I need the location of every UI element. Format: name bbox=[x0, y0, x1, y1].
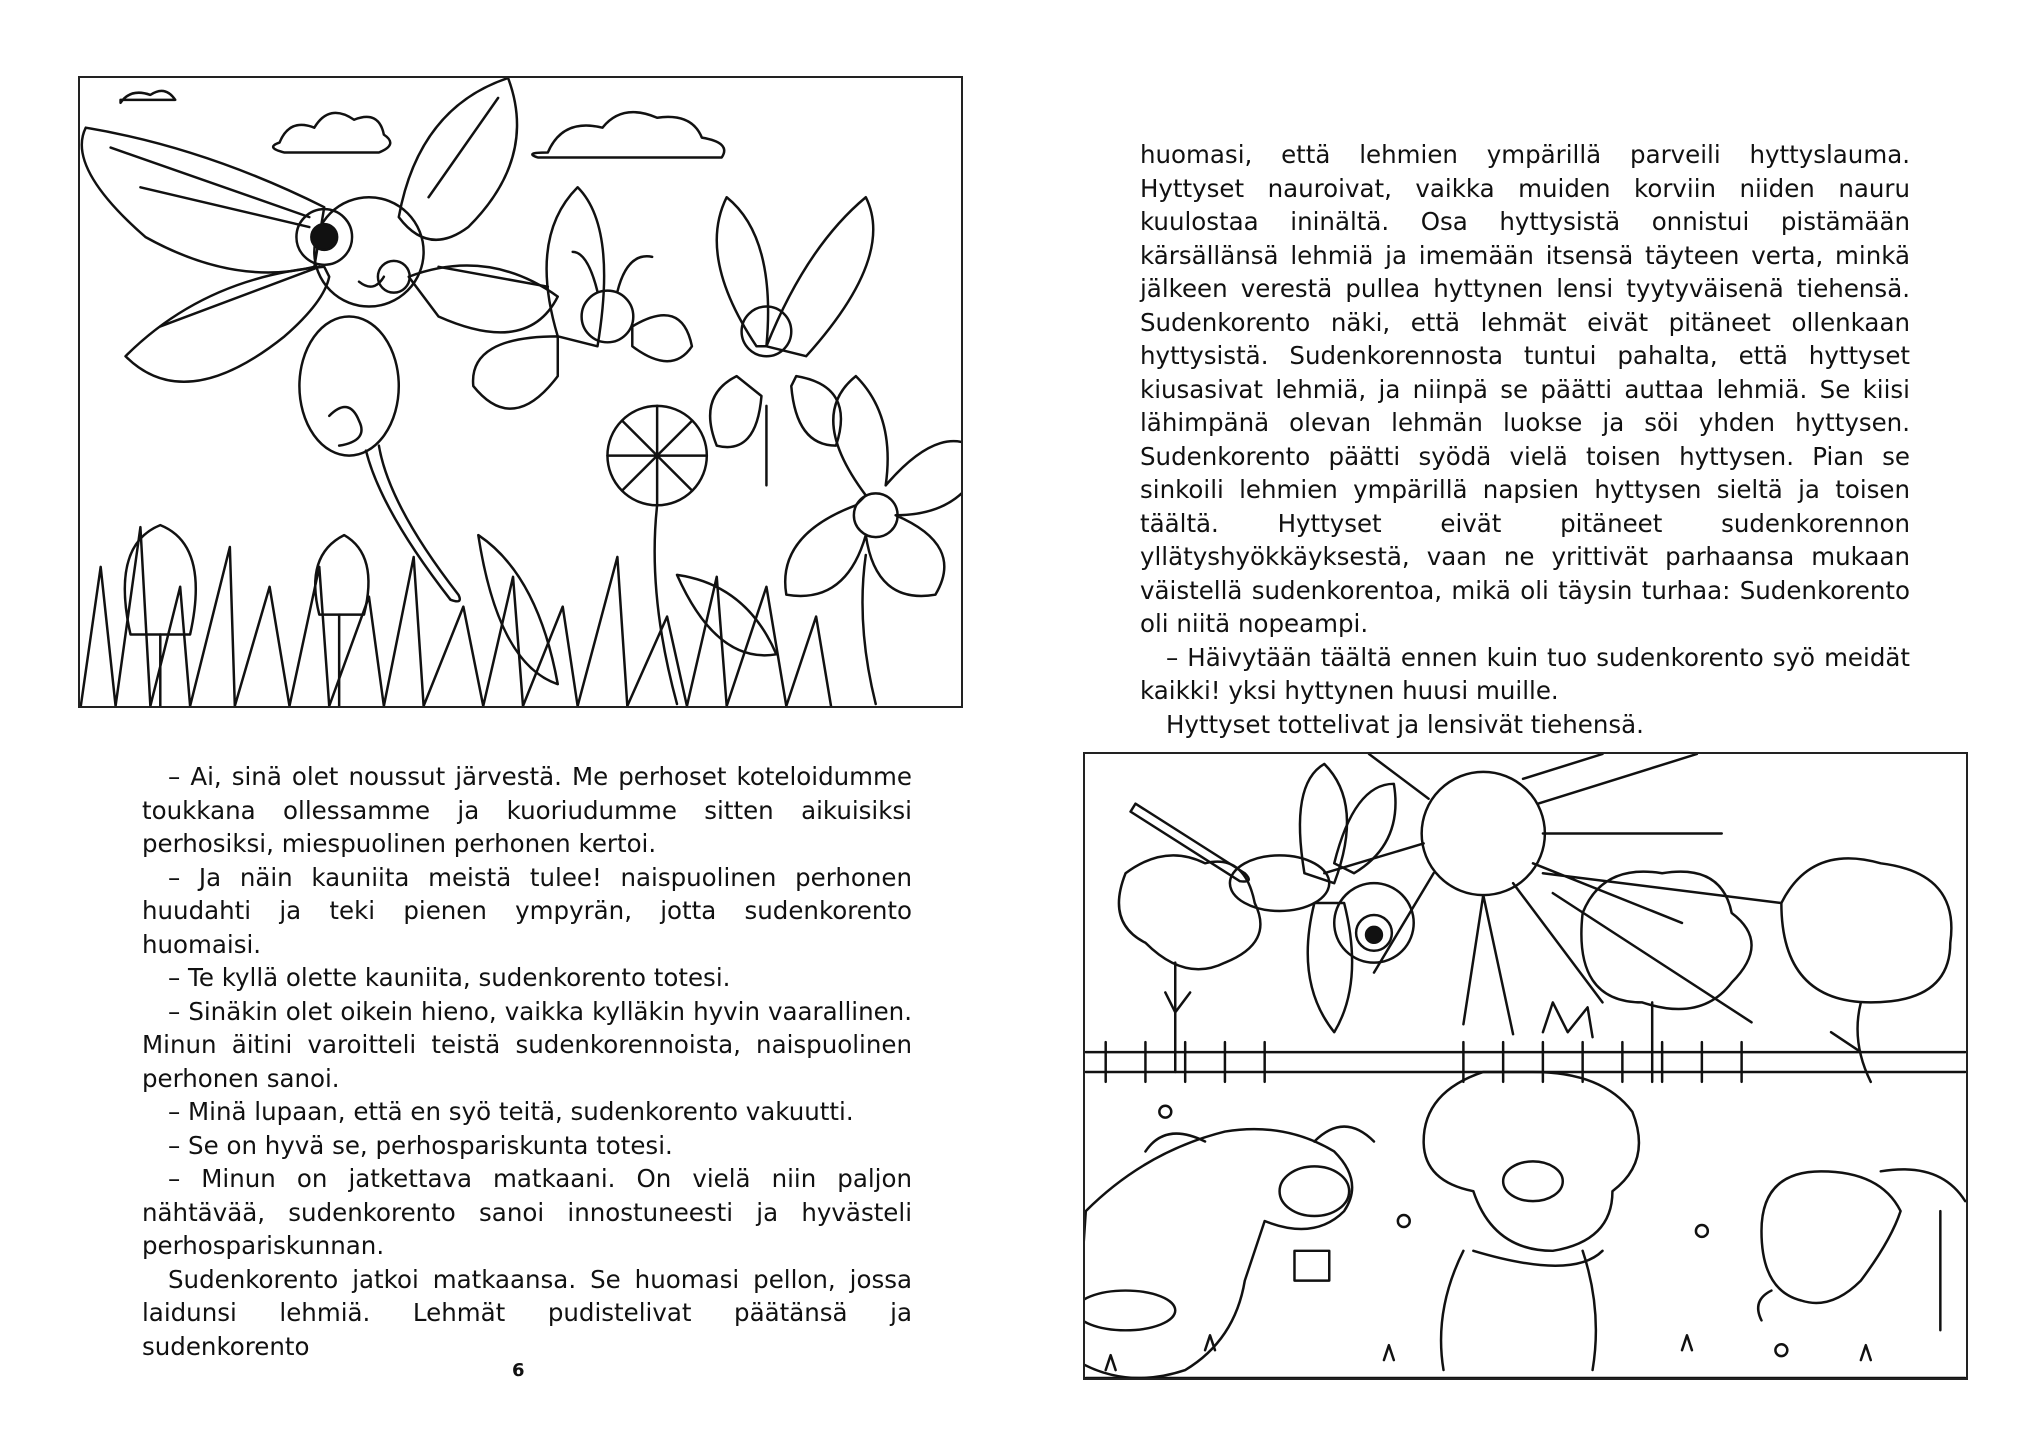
butterfly-wing bbox=[766, 197, 873, 356]
fence bbox=[1086, 1052, 1965, 1072]
cloud bbox=[532, 112, 724, 157]
left-page-text bbox=[142, 760, 912, 1363]
butterfly-wing bbox=[632, 315, 692, 361]
paragraph: huomasi, että lehmien ympärillä parveili hyttyslauma. Hyttyset nauroivat, vaikka muiden korviin niiden nauru kuulostaa ininältä. Osa hyttysistä onnistui pistämään kärsällänsä lehmiä ja imemään itsensä täyteen verta, minkä jälkeen verestä pullea hyttynen lensi tyytyväisenä tiehensä. Sudenkorento näki, että lehmät eivät pitäneet ollenkaan hyttysistä. Sudenkorennosta tuntui pahalta, että hyttyset kiusasivat lehmiä, ja niinpä se päätti auttaa lehmiä. Se kiisi lähimpänä olevan lehmän luokse ja söi yhden hyttysen. Sudenkorento päätti syödä vielä toisen hyttysen. Pian se sinkoili lehmien ympärillä napsien hyttysen sieltä ja toisen täältä. Hyttyset eivät pitäneet sudenkorennon yllätyshyökkäyksestä, vaan ne yrittivät parhaansa mukaan väistellä sudenkorentoa, mikä oli täysin turhaa: Sudenkorento oli niitä nopeampi. bbox=[1140, 140, 1910, 638]
tree bbox=[1119, 855, 1260, 969]
meadow-drawing bbox=[80, 78, 961, 706]
butterfly-wing bbox=[547, 187, 605, 346]
right-page-text bbox=[1140, 138, 1910, 741]
butterfly-wing bbox=[473, 336, 558, 408]
dragonfly-wing bbox=[126, 267, 330, 382]
dragonfly-head bbox=[314, 197, 423, 306]
paragraph: – Minun on jatkettava matkaani. On vielä niin paljon nähtävää, sudenkorento sanoi innostuneesti ja hyvästeli perhospariskunnan. bbox=[142, 1164, 912, 1260]
sun bbox=[1422, 772, 1545, 895]
paragraph: – Sinäkin olet oikein hieno, vaikka kylläkin hyvin vaarallinen. Minun äitini varoitteli teistä sudenkorennoista, naispuolinen perhonen sanoi. bbox=[142, 996, 912, 1093]
paragraph: Hyttyset tottelivat ja lensivät tiehensä. bbox=[1166, 709, 1644, 739]
dragonfly-wing bbox=[1308, 903, 1352, 1032]
dragonfly-wing bbox=[399, 78, 517, 240]
tree bbox=[1781, 858, 1951, 1002]
dragonfly-body bbox=[299, 316, 398, 455]
cow-bell bbox=[1294, 1251, 1329, 1281]
pasture-drawing bbox=[1085, 754, 1966, 1378]
tulip bbox=[125, 525, 196, 634]
cow bbox=[1761, 1171, 1900, 1303]
paragraph: – Ja näin kauniita meistä tulee! naispuolinen perhonen huudahti ja teki pienen ympyrän, jotta sudenkorento huomaisi. bbox=[142, 862, 912, 959]
dragonfly-tail bbox=[1131, 804, 1249, 882]
cosmos-flower bbox=[785, 376, 961, 596]
dragonfly-tail bbox=[366, 446, 460, 602]
paragraph: – Minä lupaan, että en syö teitä, sudenkorento vakuutti. bbox=[168, 1097, 854, 1126]
sun-rays bbox=[1324, 754, 1781, 1034]
butterfly-wing bbox=[710, 376, 761, 447]
paragraph: – Ai, sinä olet noussut järvestä. Me perhoset koteloidumme toukkana ollessamme ja kuoriudumme sitten aikuisiksi perhosiksi, miespuolinen perhonen kertoi. bbox=[142, 762, 912, 858]
tulip bbox=[315, 535, 368, 614]
meadow-illustration bbox=[78, 76, 963, 708]
butterfly-head bbox=[582, 291, 634, 343]
leaf bbox=[478, 535, 557, 684]
flower-stem bbox=[655, 505, 677, 704]
flower bbox=[1159, 1106, 1787, 1356]
paragraph: – Te kyllä olette kauniita, sudenkorento totesi. bbox=[168, 963, 731, 992]
page-number: 6 bbox=[512, 1360, 525, 1381]
paragraph: Sudenkorento jatkoi matkaansa. Se huomasi pellon, jossa laidunsi lehmiä. Lehmät pudistelivat päätänsä ja sudenkorento bbox=[142, 1264, 912, 1361]
paragraph: – Häivytään täältä ennen kuin tuo sudenkorento syö meidät kaikki! yksi hyttynen huusi muille. bbox=[1140, 642, 1910, 705]
flower-stem bbox=[862, 555, 875, 704]
paragraph: – Se on hyvä se, perhospariskunta totesi. bbox=[168, 1130, 673, 1160]
leaf bbox=[677, 575, 776, 655]
cloud bbox=[121, 91, 176, 103]
pasture-illustration bbox=[1083, 752, 1968, 1380]
cloud bbox=[273, 113, 390, 153]
